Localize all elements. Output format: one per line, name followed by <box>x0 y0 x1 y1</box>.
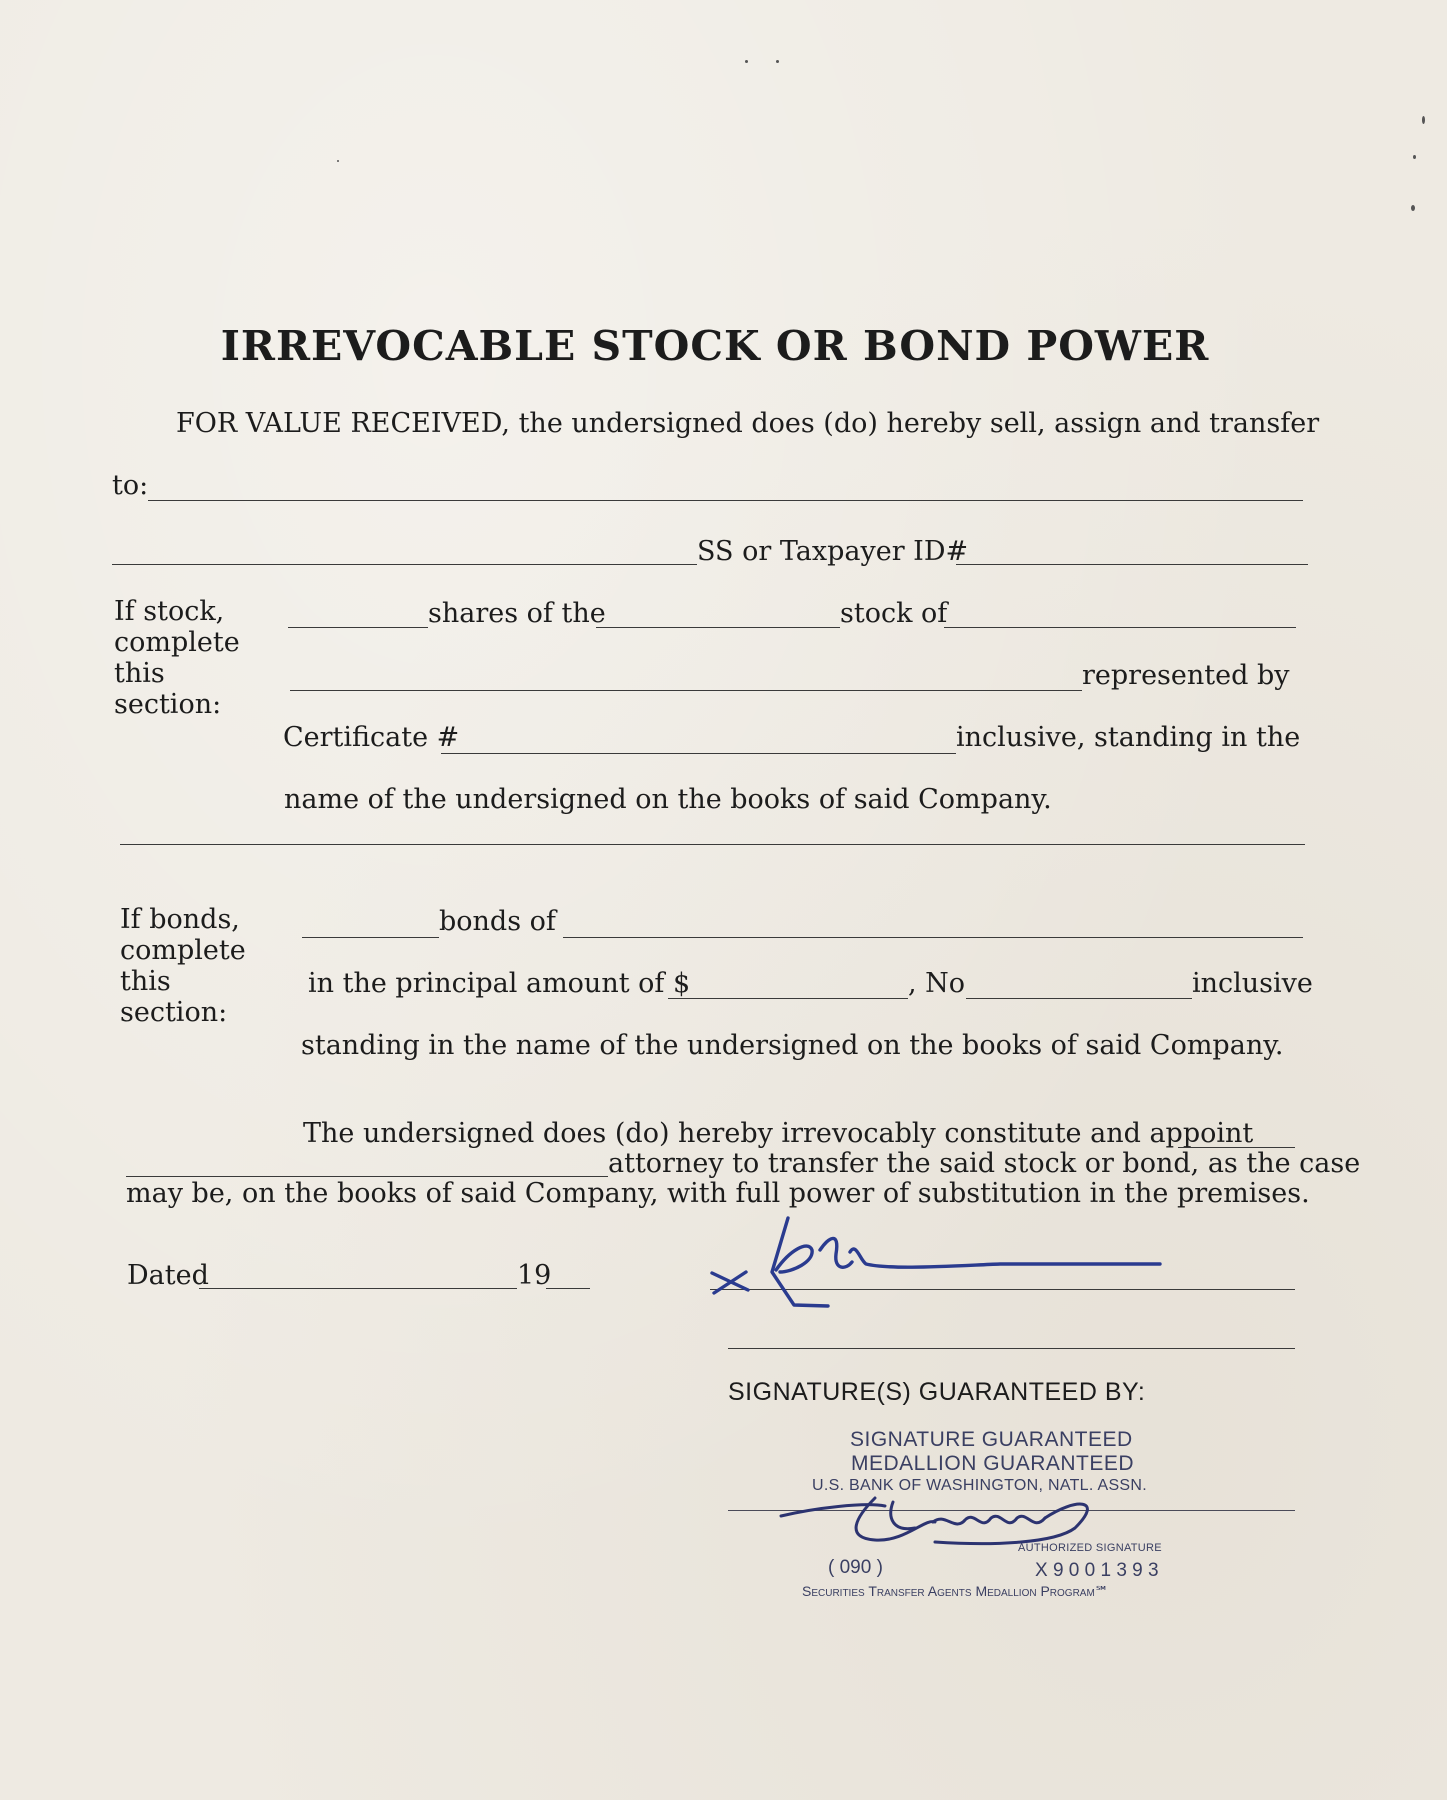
year-prefix: 19 <box>517 1260 552 1291</box>
document-title: IRREVOCABLE STOCK OR BOND POWER <box>220 322 1210 370</box>
appoint-line-2: attorney to transfer the said stock or bond, as the case <box>608 1148 1361 1179</box>
bond-section-label <box>120 904 246 1028</box>
dated-label: Dated <box>127 1260 209 1291</box>
bond-label-line: section: <box>120 997 228 1028</box>
bonds-of-text: bonds of <box>439 906 556 937</box>
to-label: to: <box>112 470 149 501</box>
bond-label-line: If bonds, <box>120 904 240 935</box>
represented-by-text: represented by <box>1082 660 1290 691</box>
to-field[interactable] <box>148 500 1303 501</box>
bond-number-label: , No <box>908 968 966 999</box>
paper-speck <box>1411 205 1415 211</box>
bond-inclusive-text: inclusive <box>1192 968 1313 999</box>
paper-speck <box>745 60 748 63</box>
handwritten-signature <box>700 1210 1180 1320</box>
stamp-bank: U.S. BANK OF WASHINGTON, NATL. ASSN. <box>812 1477 1148 1494</box>
stock-class-field[interactable] <box>596 627 840 628</box>
company-field[interactable] <box>944 627 1296 628</box>
stock-section-label <box>114 596 240 720</box>
year-field[interactable] <box>546 1288 590 1289</box>
stock-label-line: section: <box>114 689 222 720</box>
stamp-number: X 9 0 0 1 3 9 3 <box>1035 1560 1159 1581</box>
stamp-line-1: SIGNATURE GUARANTEED <box>850 1428 1133 1451</box>
bond-issuer-field[interactable] <box>563 937 1303 938</box>
stamp-program: Securities Transfer Agents Medallion Program℠ <box>802 1583 1110 1599</box>
bond-label-line: complete <box>120 935 246 966</box>
attorney-field-continued[interactable] <box>126 1176 608 1177</box>
stock-name-line: name of the undersigned on the books of said Company. <box>284 784 1052 815</box>
shares-count-field[interactable] <box>288 627 428 628</box>
bond-number-field[interactable] <box>966 998 1192 999</box>
principal-amount-label: in the principal amount of $ <box>308 968 691 999</box>
stock-label-line: complete <box>114 627 240 658</box>
ss-label: SS or Taxpayer ID# <box>697 536 969 567</box>
principal-amount-field[interactable] <box>668 998 908 999</box>
bond-label-line: this <box>120 966 171 997</box>
guaranteed-label: SIGNATURE(S) GUARANTEED BY: <box>728 1378 1146 1406</box>
stamp-line-2: MEDALLION GUARANTEED <box>851 1452 1135 1475</box>
stamp-code: ( 090 ) <box>828 1557 883 1578</box>
appoint-line-1: The undersigned does (do) hereby irrevocably constitute and appoint <box>303 1118 1254 1149</box>
company-field-continued[interactable] <box>290 690 1082 691</box>
stock-label-line: this <box>114 658 165 689</box>
certificate-number-field[interactable] <box>441 753 956 754</box>
paper-speck <box>1422 116 1425 124</box>
date-field[interactable] <box>199 1288 517 1289</box>
bond-standing-text: standing in the name of the undersigned on the books of said Company. <box>301 1030 1284 1061</box>
paper-speck <box>776 60 779 63</box>
assignee-name-field[interactable] <box>112 564 697 565</box>
signature-line-2[interactable] <box>728 1348 1295 1349</box>
stock-of-text: stock of <box>840 598 948 629</box>
paper-speck <box>337 160 339 162</box>
bond-count-field[interactable] <box>302 937 439 938</box>
shares-of-the-text: shares of the <box>428 598 606 629</box>
taxpayer-id-field[interactable] <box>956 564 1308 565</box>
certificate-label: Certificate # <box>283 722 460 753</box>
paper-speck <box>1413 155 1416 159</box>
stock-label-line: If stock, <box>114 596 225 627</box>
intro-text: FOR VALUE RECEIVED, the undersigned does (do) hereby sell, assign and transfer <box>176 408 1320 439</box>
authorized-signature-label: AUTHORIZED SIGNATURE <box>1018 1542 1162 1554</box>
section-divider <box>120 844 1305 845</box>
appoint-line-3: may be, on the books of said Company, with full power of substitution in the premises. <box>126 1178 1310 1209</box>
inclusive-standing-text: inclusive, standing in the <box>956 722 1301 753</box>
